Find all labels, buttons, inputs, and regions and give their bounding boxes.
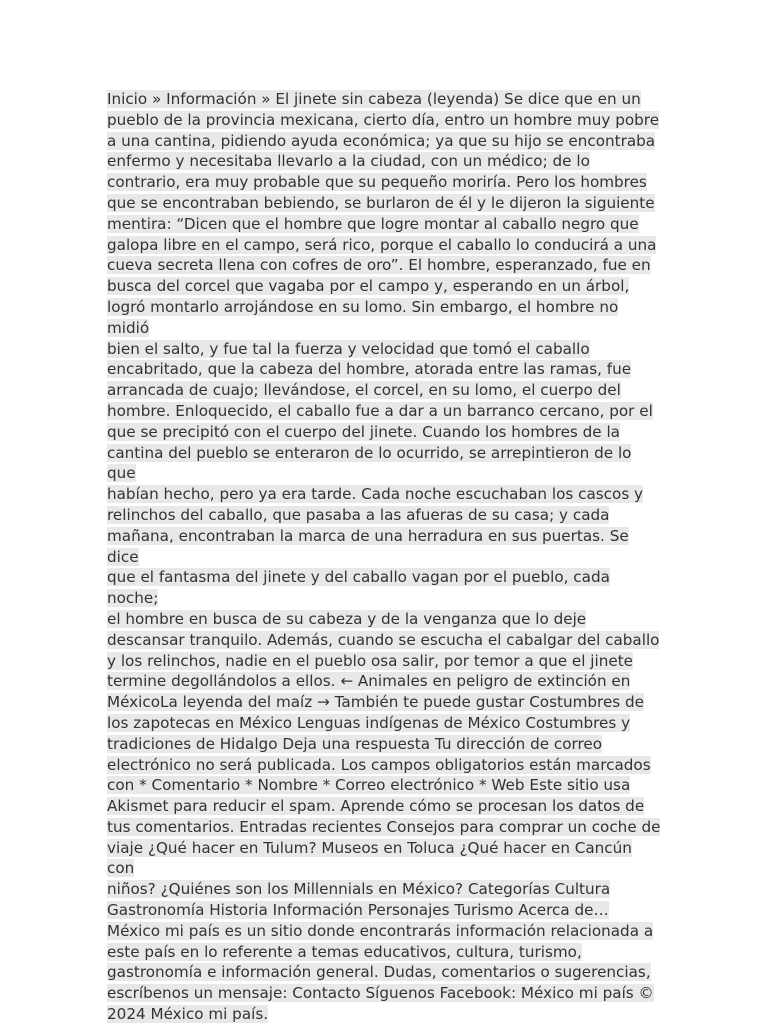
text-line: cantina del pueblo se enteraron de lo ocurrido, se arrepintieron de lo que xyxy=(107,443,632,483)
text-line: descansar tranquilo. Además, cuando se escucha el cabalgar del caballo xyxy=(107,630,660,649)
text-line: MéxicoLa leyenda del maíz → También te puede gustar Costumbres de xyxy=(107,693,645,712)
text-line: el hombre en busca de su cabeza y de la venganza que lo deje xyxy=(107,609,587,628)
text-line: mañana, encontraban la marca de una herradura en sus puertas. Se dice xyxy=(107,526,629,566)
text-line: habían hecho, pero ya era tarde. Cada noche escuchaban los cascos y xyxy=(107,485,644,504)
text-line: gastronomía e información general. Dudas, comentarios o sugerencias, xyxy=(107,963,651,982)
text-line: termine degollándolos a ellos. ← Animales en peligro de extinción en xyxy=(107,672,631,691)
text-line: 2024 México mi país. xyxy=(107,1005,269,1024)
text-line: México mi país es un sitio donde encontrarás información relacionada a xyxy=(107,921,654,940)
text-line: que el fantasma del jinete y del caballo vagan por el pueblo, cada noche; xyxy=(107,568,610,608)
text-line: tradiciones de Hidalgo Deja una respuesta Tu dirección de correo xyxy=(107,734,603,753)
text-line: con * Comentario * Nombre * Correo electrónico * Web Este sitio usa xyxy=(107,776,631,795)
text-line: Inicio » Información » El jinete sin cabeza (leyenda) Se dice que en un xyxy=(107,90,641,108)
text-line: contrario, era muy probable que su pequeño moriría. Pero los hombres xyxy=(107,173,647,192)
text-line: y los relinchos, nadie en el pueblo osa salir, por temor a que el jinete xyxy=(107,651,633,670)
document-body xyxy=(107,89,663,1025)
document-text xyxy=(107,90,660,1023)
text-line: electrónico no será publicada. Los campos obligatorios están marcados xyxy=(107,755,651,774)
text-line: tus comentarios. Entradas recientes Consejos para comprar un coche de xyxy=(107,817,661,836)
text-line: niños? ¿Quiénes son los Millennials en México? Categorías Cultura xyxy=(107,880,611,899)
text-line: este país en lo referente a temas educativos, cultura, turismo, xyxy=(107,942,582,961)
text-line: enfermo y necesitaba llevarlo a la ciudad, con un médico; de lo xyxy=(107,152,590,171)
text-line: relinchos del caballo, que pasaba a las afueras de su casa; y cada xyxy=(107,505,610,524)
text-line: cueva secreta llena con cofres de oro”. El hombre, esperanzado, fue en xyxy=(107,256,651,275)
text-line: pueblo de la provincia mexicana, cierto día, entro un hombre muy pobre xyxy=(107,110,660,129)
text-line: galopa libre en el campo, será rico, porque el caballo lo conducirá a una xyxy=(107,235,657,254)
text-line: Gastronomía Historia Información Personajes Turismo Acerca de… xyxy=(107,901,609,920)
text-line: los zapotecas en México Lenguas indígenas de México Costumbres y xyxy=(107,713,631,732)
text-line: que se encontraban bebiendo, se burlaron de él y le dijeron la siguiente xyxy=(107,193,655,212)
text-line: hombre. Enloquecido, el caballo fue a dar a un barranco cercano, por el xyxy=(107,401,653,420)
text-line: a una cantina, pidiendo ayuda económica; ya que su hijo se encontraba xyxy=(107,131,656,150)
text-line: viaje ¿Qué hacer en Tulum? Museos en Toluca ¿Qué hacer en Cancún con xyxy=(107,838,632,878)
text-line: encabritado, que la cabeza del hombre, atorada entre las ramas, fue xyxy=(107,360,632,379)
text-line: arrancada de cuajo; llevándose, el corcel, en su lomo, el cuerpo del xyxy=(107,381,621,400)
text-line: Akismet para reducir el spam. Aprende cómo se procesan los datos de xyxy=(107,797,645,816)
text-line: que se precipitó con el cuerpo del jinete. Cuando los hombres de la xyxy=(107,422,620,441)
text-line: escríbenos un mensaje: Contacto Síguenos Facebook: México mi país © xyxy=(107,984,654,1003)
text-line: bien el salto, y fue tal la fuerza y velocidad que tomó el caballo xyxy=(107,339,590,358)
text-line: busca del corcel que vagaba por el campo y, esperando en un árbol, xyxy=(107,277,630,296)
text-line: logró montarlo arrojándose en su lomo. Sin embargo, el hombre no midió xyxy=(107,297,619,337)
text-line: mentira: “Dicen que el hombre que logre montar al caballo negro que xyxy=(107,214,639,233)
